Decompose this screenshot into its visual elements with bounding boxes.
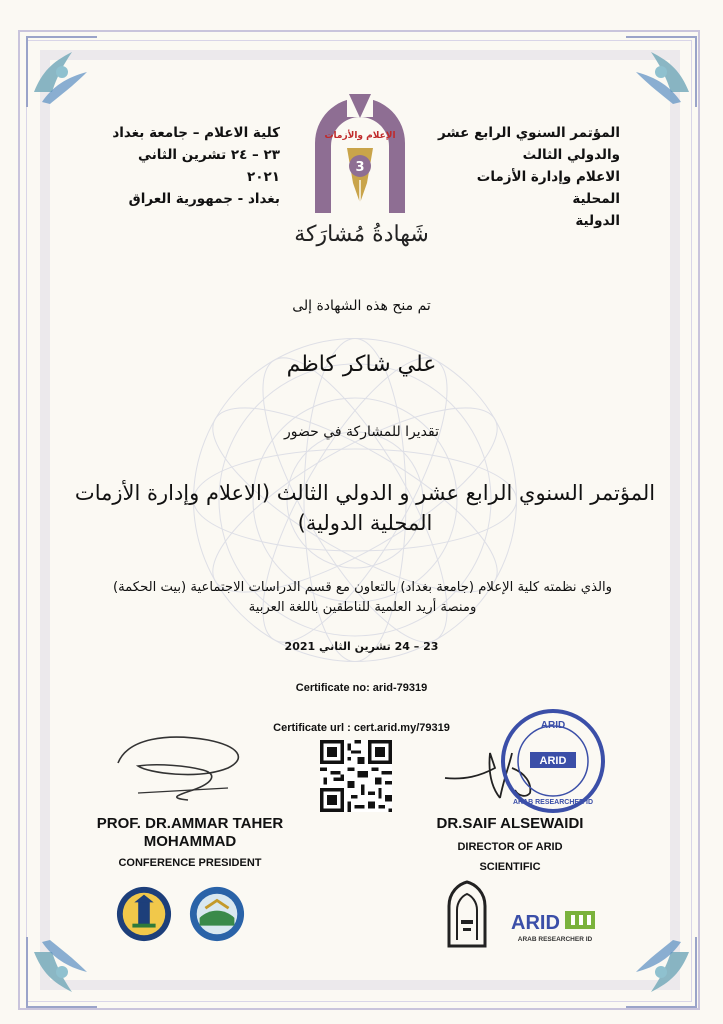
organizers-text bbox=[55, 578, 670, 618]
corner-ornament-icon bbox=[22, 932, 102, 1012]
conference-logo bbox=[305, 88, 415, 218]
conference-dates: 23 – 24 تشرين الثاني 2021 bbox=[284, 640, 439, 653]
granted-to-text: تم منح هذه الشهادة إلى bbox=[292, 298, 431, 314]
conference-header-right bbox=[430, 122, 620, 232]
arid-logo-subtext: ARAB RESEARCHER ID bbox=[517, 936, 593, 943]
qr-code-icon[interactable] bbox=[320, 740, 392, 812]
organizers-line: ومنصة أريد العلمية للناطقين باللغة العربية bbox=[248, 600, 477, 615]
left-signatory bbox=[70, 815, 310, 869]
left-signatory-role: CONFERENCE PRESIDENT bbox=[118, 857, 262, 869]
header-left-line: بغداد - جمهورية العراق bbox=[128, 191, 280, 207]
header-left-line: ٢٠٢١ bbox=[247, 169, 280, 185]
header-right-line: الاعلام وإدارة الأزمات المحلية bbox=[476, 169, 620, 207]
arid-logo-text: ARID bbox=[511, 912, 560, 934]
appreciation-text: تقديرا للمشاركة في حضور bbox=[283, 424, 440, 440]
right-signatory-role bbox=[400, 837, 620, 877]
certificate-number: Certificate no: arid-79319 bbox=[295, 682, 428, 694]
right-signatory bbox=[400, 815, 620, 877]
conference-title: المؤتمر السنوي الرابع عشر و الدولي الثالث (الاعلام وإدارة الأزمات المحلية الدولية) bbox=[74, 481, 656, 535]
certificate-title: شَهادةُ مُشارَكة bbox=[294, 222, 429, 247]
college-media-logo bbox=[188, 885, 246, 943]
bayt-al-hikma-logo bbox=[445, 880, 490, 948]
college-header-left bbox=[90, 122, 280, 210]
header-left-line: ٢٣ – ٢٤ تشرين الثاني bbox=[138, 147, 280, 163]
stamp-bottom-text: ARAB RESEARCHER ID bbox=[512, 799, 594, 806]
header-right-line: والدولي الثالث bbox=[522, 147, 620, 163]
left-signatory-name: PROF. DR.AMMAR TAHER MOHAMMAD bbox=[96, 815, 284, 850]
stamp-top-text: ARID bbox=[540, 720, 566, 731]
stamp-center-text: ARID bbox=[539, 755, 567, 767]
certificate-url[interactable]: Certificate url : cert.arid.my/79319 bbox=[273, 722, 450, 734]
university-baghdad-logo bbox=[115, 885, 173, 943]
arid-logo bbox=[505, 905, 605, 945]
header-left-line: كلية الاعلام – جامعة بغداد bbox=[112, 125, 280, 141]
header-right-line: المؤتمر السنوي الرابع عشر bbox=[438, 125, 620, 141]
left-signature-icon bbox=[108, 728, 258, 808]
recipient-name: علي شاكر كاظم bbox=[286, 352, 437, 377]
right-signatory-name: DR.SAIF ALSEWAIDI bbox=[436, 815, 584, 832]
arid-stamp-icon bbox=[498, 706, 608, 816]
right-signatory-role-line: SCIENTIFIC bbox=[479, 861, 541, 873]
organizers-line: والذي نظمته كلية الإعلام (جامعة بغداد) بالتعاون مع قسم الدراسات الاجتماعية (بيت الحكمة) bbox=[112, 580, 613, 595]
right-signatory-role-line: DIRECTOR OF ARID bbox=[457, 841, 563, 853]
corner-ornament-icon bbox=[621, 32, 701, 112]
corner-ornament-icon bbox=[621, 932, 701, 1012]
logo-text: الإعلام والأزمات bbox=[324, 131, 396, 141]
corner-ornament-icon bbox=[22, 32, 102, 112]
header-right-line: الدولية bbox=[575, 213, 620, 229]
logo-number: 3 bbox=[355, 160, 365, 175]
